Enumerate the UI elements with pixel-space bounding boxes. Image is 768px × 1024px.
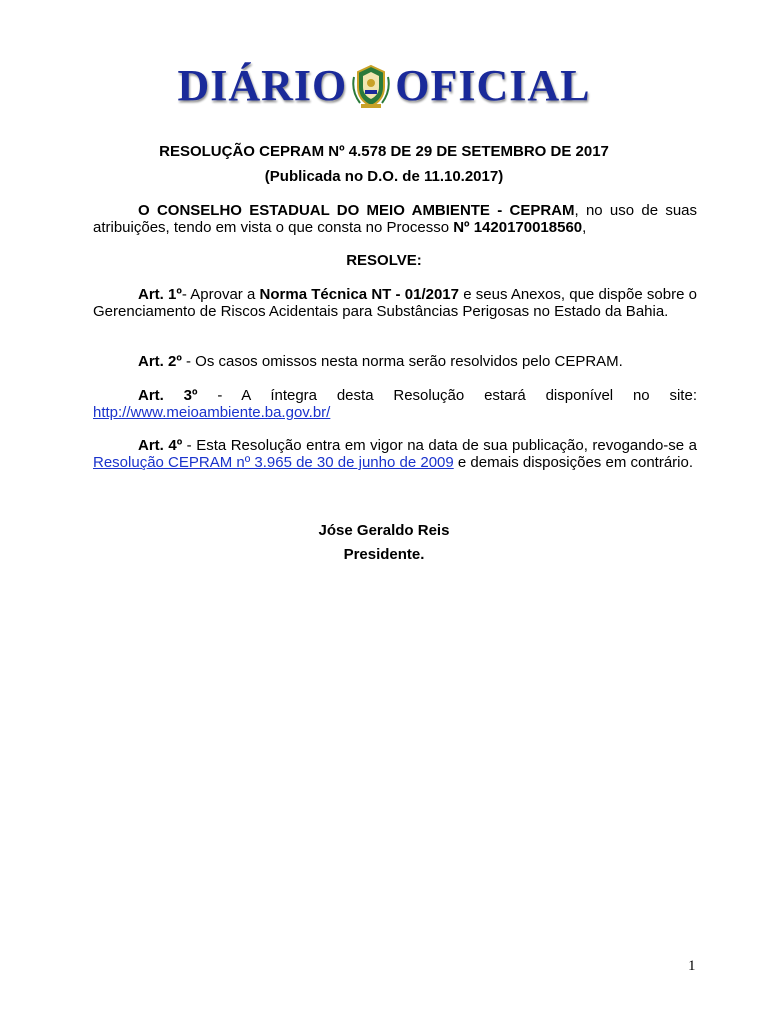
coat-of-arms-icon: [351, 63, 391, 109]
page-number: 1: [688, 958, 696, 974]
intro-text: , no uso de suas atribuições, tendo em vista o que consta no Processo: [93, 202, 698, 236]
article-4-text-after: e demais disposições em contrário.: [453, 454, 694, 471]
signatory-name: Jóse Geraldo Reis: [318, 522, 450, 539]
intro-end: ,: [582, 219, 587, 236]
website-link[interactable]: http://www.meioambiente.ba.gov.br/: [93, 404, 331, 421]
article-3: [93, 387, 697, 421]
article-1-text-before: - Aprovar a: [181, 286, 260, 303]
process-number: Nº 1420170018560: [453, 219, 583, 236]
article-2-text: - Os casos omissos nesta norma serão resolvidos pelo CEPRAM.: [181, 353, 623, 370]
publication-note: (Publicada no D.O. de 11.10.2017): [264, 168, 504, 185]
masthead-left-word: DIÁRIO: [177, 61, 348, 110]
resolve-heading: RESOLVE:: [346, 252, 422, 269]
article-3-text: - A íntegra desta Resolução estará disponível no site:: [197, 387, 697, 404]
signatory-role: Presidente.: [343, 546, 425, 563]
document-title: RESOLUÇÃO CEPRAM Nº 4.578 DE 29 DE SETEMBRO DE 2017: [159, 143, 609, 160]
masthead-right-word: OFICIAL: [395, 61, 591, 110]
article-1-label: Art. 1º: [138, 286, 182, 303]
article-1-text-after: e seus Anexos, que dispõe sobre o Gerenciamento de Riscos Acidentais para Substâncias Perigosas no Estado da Bahia.: [93, 286, 697, 320]
article-4: [93, 437, 697, 471]
intro-paragraph: [93, 202, 697, 236]
article-1: [93, 286, 697, 320]
masthead: [0, 60, 768, 111]
article-2-label: Art. 2º: [138, 353, 182, 370]
article-4-text-before: - Esta Resolução entra em vigor na data de sua publicação, revogando-se a: [182, 437, 697, 454]
article-4-label: Art. 4º: [138, 437, 183, 454]
article-3-label: Art. 3º: [138, 387, 198, 404]
revoked-resolution-link[interactable]: Resolução CEPRAM nº 3.965 de 30 de junho de 2009: [93, 454, 454, 471]
article-1-norma: Norma Técnica NT - 01/2017: [259, 286, 459, 303]
article-2: [93, 353, 697, 370]
council-name: O CONSELHO ESTADUAL DO MEIO AMBIENTE - CEPRAM: [138, 202, 575, 219]
